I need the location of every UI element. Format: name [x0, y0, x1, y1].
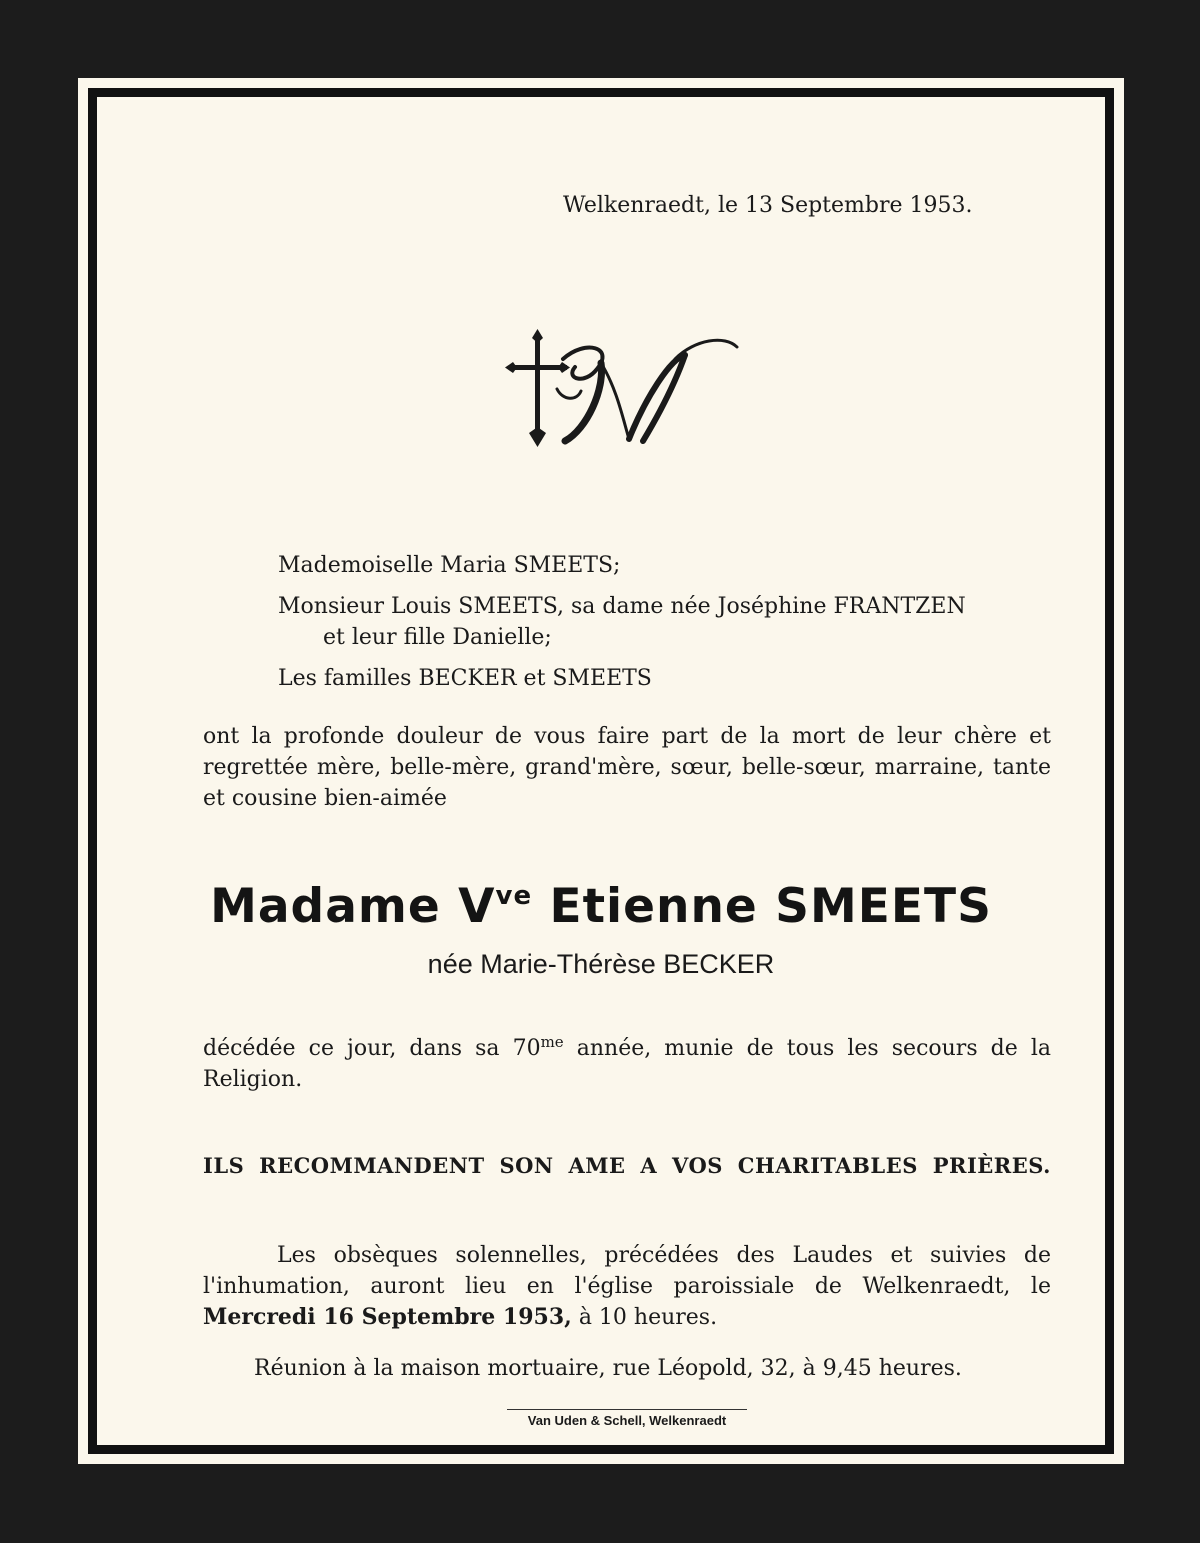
mourner-line: Les familles BECKER et SMEETS — [278, 666, 652, 691]
announcement-line: et cousine bien-aimée — [203, 786, 447, 811]
death-notice — [203, 1027, 1051, 1095]
announcement-line: ont la profonde douleur de vous faire part de la mort de leur chère et — [203, 724, 1051, 749]
deceased-name: Madame $V^{ve}$ Etienne SMEETS — [210, 879, 992, 934]
announcement-paragraph — [203, 721, 1051, 814]
prayer-request: ILS RECOMMANDENT SON AME A VOS CHARITABLES PRIÈRES. — [203, 1153, 1051, 1178]
memorial-card — [78, 78, 1124, 1464]
cross-monogram-icon — [505, 329, 745, 449]
birth-name: née Marie-Thérèse BECKER — [427, 949, 775, 979]
mourner-line: Mademoiselle Maria SMEETS; — [278, 553, 621, 578]
funeral-date-line: Mercredi 16 Septembre 1953, à 10 heures. — [203, 1304, 718, 1330]
printer-credit: Van Uden & Schell, Welkenraedt — [527, 1413, 727, 1428]
reunion-line: Réunion à la maison mortuaire, rue Léopold, 32, à 9,45 heures. — [254, 1356, 962, 1381]
printer-divider — [507, 1409, 747, 1410]
black-mourning-border — [88, 88, 1114, 1454]
funeral-line: Les obsèques solennelles, précédées des Laudes et suivies de — [277, 1243, 1051, 1268]
mourner-line: Monsieur Louis SMEETS, sa dame née Joséphine FRANTZEN — [278, 594, 966, 619]
funeral-paragraph — [203, 1240, 1051, 1333]
date-line: Welkenraedt, le 13 Septembre 1953. — [563, 193, 973, 218]
death-notice-line: décédée ce jour, dans sa $70^{me}$ année, munie de tous les secours de la — [203, 1033, 1051, 1061]
funeral-line: l'inhumation, auront lieu en l'église paroissiale de Welkenraedt, le — [203, 1274, 1051, 1299]
mourner-line: et leur fille Danielle; — [323, 625, 552, 650]
announcement-line: regrettée mère, belle-mère, grand'mère, sœur, belle-sœur, marraine, tante — [203, 755, 1051, 780]
death-notice-line: Religion. — [203, 1067, 303, 1092]
